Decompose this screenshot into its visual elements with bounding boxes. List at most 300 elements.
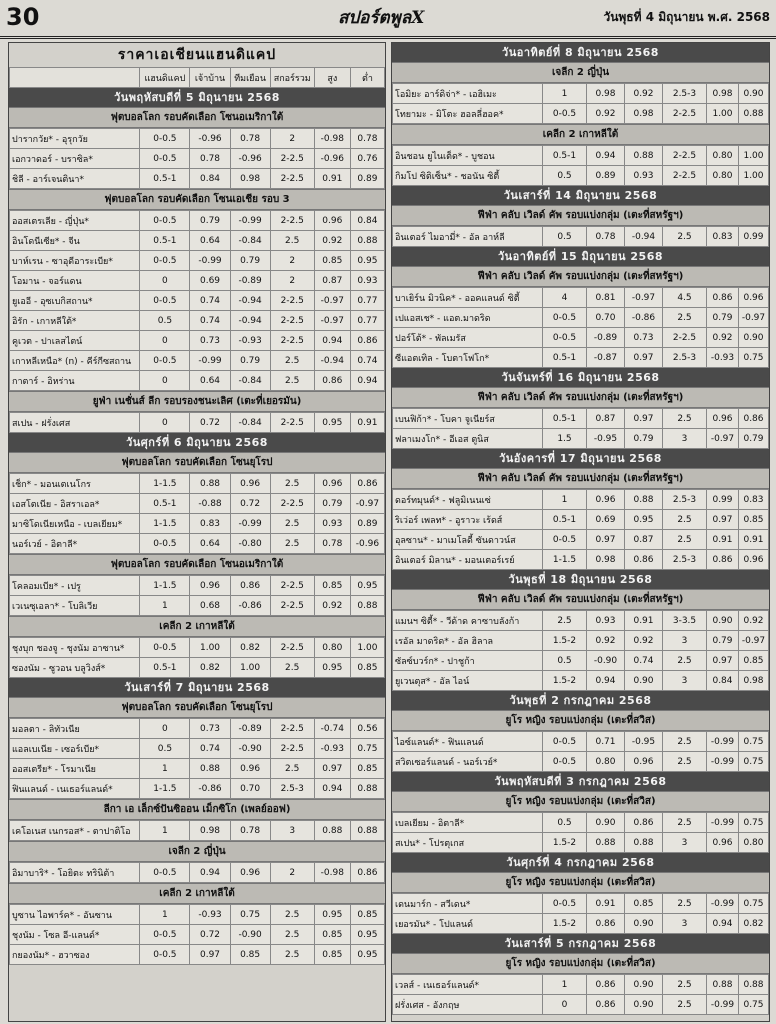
- home-odds: 0.70: [587, 308, 625, 328]
- over-odds: -0.99: [707, 752, 739, 772]
- under-odds: 0.85: [350, 759, 384, 779]
- home-column-header: เจ้าบ้าน: [190, 68, 230, 88]
- match-name: คูเวต - ปาเลสไตน์: [10, 331, 140, 351]
- total-line: 2.5: [270, 534, 314, 554]
- total-line: 2.5: [663, 409, 707, 429]
- handicap-value: 0-0.5: [543, 894, 587, 914]
- under-odds: 0.91: [739, 530, 769, 550]
- table-row: [393, 490, 769, 510]
- under-odds: 0.75: [350, 739, 384, 759]
- handicap-value: 0.5-1: [543, 409, 587, 429]
- odds-table: [9, 575, 385, 616]
- table-row: [10, 129, 385, 149]
- match-name: ฟลาเมงโก* - อีเอส ตูนิส: [393, 429, 543, 449]
- over-odds: -0.98: [314, 863, 350, 883]
- over-odds: -0.97: [707, 429, 739, 449]
- away-odds: 0.91: [625, 611, 663, 631]
- over-odds: 0.88: [314, 821, 350, 841]
- total-line: 4.5: [663, 288, 707, 308]
- over-odds: 0.84: [707, 671, 739, 691]
- match-name: อินเตอร์ มิลาน* - มอนเตอร์เรย์: [393, 550, 543, 570]
- home-odds: 0.92: [587, 104, 625, 124]
- odds-table: [9, 637, 385, 678]
- match-name: ยูเออี - อุซเบกิสถาน*: [10, 291, 140, 311]
- total-line: 2: [270, 271, 314, 291]
- home-odds: 0.74: [190, 311, 230, 331]
- home-odds: -0.95: [587, 429, 625, 449]
- table-row: [10, 719, 385, 739]
- match-name: เวลส์ - เนเธอร์แลนด์*: [393, 975, 543, 995]
- match-name: ริเว่อร์ เพลท* - อูราวะ เร้ดส์: [393, 510, 543, 530]
- away-odds: 0.87: [625, 530, 663, 550]
- competition-heading: ยูโร หญิง รอบแบ่งกลุ่ม (เตะที่สวิส): [392, 953, 769, 974]
- away-odds: -0.90: [230, 739, 270, 759]
- away-odds: 0.98: [625, 104, 663, 124]
- handicap-value: 0-0.5: [543, 732, 587, 752]
- handicap-value: 0.5-1: [140, 658, 190, 678]
- date-heading: วันเสาร์ที่ 5 กรกฎาคม 2568: [392, 934, 769, 953]
- away-odds: -0.84: [230, 371, 270, 391]
- match-name: บาห์เรน - ซาอุดีอาระเบีย*: [10, 251, 140, 271]
- under-odds: 0.86: [739, 409, 769, 429]
- page-title: ราคาเอเชียนแฮนดิแคป: [117, 47, 277, 63]
- over-odds: 0.86: [314, 371, 350, 391]
- handicap-value: 4: [543, 288, 587, 308]
- handicap-value: 1.5-2: [543, 914, 587, 934]
- home-odds: 0.91: [587, 894, 625, 914]
- away-odds: 0.72: [230, 494, 270, 514]
- odds-table: [392, 226, 769, 247]
- under-odds: 0.95: [350, 925, 384, 945]
- under-column-header: ต่ำ: [350, 68, 384, 88]
- total-line: 2: [270, 863, 314, 883]
- away-odds: 0.78: [230, 821, 270, 841]
- table-row: [393, 348, 769, 368]
- away-odds: 0.90: [625, 914, 663, 934]
- table-row: [393, 631, 769, 651]
- handicap-value: 1-1.5: [140, 514, 190, 534]
- date-heading: วันอาทิตย์ที่ 8 มิถุนายน 2568: [392, 43, 769, 62]
- home-odds: 0.82: [190, 658, 230, 678]
- over-odds: 0.90: [707, 611, 739, 631]
- match-name: เปแอสเช* - แอต.มาดริด: [393, 308, 543, 328]
- page-number: 30: [6, 3, 40, 31]
- home-odds: -0.96: [190, 129, 230, 149]
- home-odds: 1.00: [190, 638, 230, 658]
- match-name: ฟินแลนด์ - เนเธอร์แลนด์*: [10, 779, 140, 799]
- away-odds: 0.90: [625, 975, 663, 995]
- competition-heading: ฟีฟ่า คลับ เวิลด์ คัพ รอบแบ่งกลุ่ม (เตะที่สหรัฐฯ): [392, 266, 769, 287]
- odds-table: [9, 210, 385, 391]
- under-odds: 0.75: [739, 995, 769, 1015]
- match-name: ดอร์ทมุนด์* - ฟลูมิเนนเซ่: [393, 490, 543, 510]
- total-line: 2.5-3: [270, 779, 314, 799]
- match-name: อินชอน ยูไนเต็ด* - บูชอน: [393, 146, 543, 166]
- table-row: [10, 351, 385, 371]
- away-odds: 0.79: [230, 251, 270, 271]
- away-odds: 0.90: [625, 995, 663, 1015]
- away-odds: 0.96: [625, 752, 663, 772]
- table-row: [393, 328, 769, 348]
- issue-date: วันพุธที่ 4 มิถุนายน พ.ศ. 2568: [603, 10, 770, 24]
- table-row: [393, 671, 769, 691]
- under-odds: 0.75: [739, 894, 769, 914]
- table-row: [10, 779, 385, 799]
- total-line: 2: [270, 251, 314, 271]
- match-name: โอมาน - จอร์แดน: [10, 271, 140, 291]
- away-odds: -0.93: [230, 331, 270, 351]
- home-odds: 0.69: [587, 510, 625, 530]
- over-odds: 0.98: [707, 84, 739, 104]
- table-row: [393, 651, 769, 671]
- match-name: ซัลซ์บวร์ก* - ปาชูก้า: [393, 651, 543, 671]
- total-line: 2.5: [270, 514, 314, 534]
- under-odds: -0.97: [739, 631, 769, 651]
- competition-heading: ฟีฟ่า คลับ เวิลด์ คัพ รอบแบ่งกลุ่ม (เตะที่สหรัฐฯ): [392, 468, 769, 489]
- match-name: โทยามะ - มิโตะ ฮอลลี่ฮอค*: [393, 104, 543, 124]
- match-name: ฝรั่งเศส - อังกฤษ: [393, 995, 543, 1015]
- match-name: บาเยิร์น มิวนิค* - ออคแลนด์ ซิตี้: [393, 288, 543, 308]
- home-odds: 0.74: [190, 291, 230, 311]
- under-odds: 0.88: [739, 104, 769, 124]
- handicap-value: 0.5: [543, 227, 587, 247]
- handicap-value: 0.5-1: [543, 510, 587, 530]
- date-heading: วันจันทร์ที่ 16 มิถุนายน 2568: [392, 368, 769, 387]
- odds-table: [392, 287, 769, 368]
- under-odds: 0.95: [350, 251, 384, 271]
- home-odds: -0.88: [190, 494, 230, 514]
- date-heading: วันพุธที่ 2 กรกฎาคม 2568: [392, 691, 769, 710]
- home-odds: 0.96: [587, 490, 625, 510]
- handicap-value: 0.5: [140, 311, 190, 331]
- handicap-value: 0: [140, 271, 190, 291]
- match-name: สวิตเซอร์แลนด์ - นอร์เวย์*: [393, 752, 543, 772]
- competition-heading: เจลีก 2 ญี่ปุ่น: [392, 62, 769, 83]
- match-name: เกาหลีเหนือ* (n) - คีร์กีซสถาน: [10, 351, 140, 371]
- table-row: [393, 288, 769, 308]
- table-row: [393, 611, 769, 631]
- match-name: มาซิโดเนียเหนือ - เบลเยียม*: [10, 514, 140, 534]
- over-odds: 0.79: [314, 494, 350, 514]
- handicap-value: 0-0.5: [140, 863, 190, 883]
- home-odds: 0.87: [587, 409, 625, 429]
- home-odds: -0.93: [190, 905, 230, 925]
- total-line: 2.5-3: [663, 348, 707, 368]
- match-name: โอมิยะ อาร์ดิจ่า* - เอฮิเมะ: [393, 84, 543, 104]
- handicap-value: 1.5-2: [543, 671, 587, 691]
- home-odds: 0.94: [587, 671, 625, 691]
- match-name: เวเนซุเอลา* - โบลิเวีย: [10, 596, 140, 616]
- under-odds: 0.94: [350, 371, 384, 391]
- home-odds: 0.94: [587, 146, 625, 166]
- match-name: ปอร์โต้* - พัลเมรัส: [393, 328, 543, 348]
- match-name: ออสเตรีย* - โรมาเนีย: [10, 759, 140, 779]
- match-name: เอสโตเนีย - อิสราเอล*: [10, 494, 140, 514]
- match-name: กาตาร์ - อิหร่าน: [10, 371, 140, 391]
- away-odds: 0.93: [625, 166, 663, 186]
- match-name: อินโดนีเซีย* - จีน: [10, 231, 140, 251]
- total-line: 2-2.5: [270, 331, 314, 351]
- away-odds: 0.82: [230, 638, 270, 658]
- match-name: เรอัล มาดริด* - อัล ฮิลาล: [393, 631, 543, 651]
- total-line: 2.5: [270, 371, 314, 391]
- over-odds: 1.00: [707, 104, 739, 124]
- away-odds: -0.96: [230, 149, 270, 169]
- home-odds: -0.87: [587, 348, 625, 368]
- handicap-value: 1-1.5: [140, 779, 190, 799]
- table-row: [10, 251, 385, 271]
- total-line: 3: [663, 631, 707, 651]
- over-odds: 0.85: [314, 576, 350, 596]
- over-odds: 0.85: [314, 925, 350, 945]
- date-heading: วันอาทิตย์ที่ 15 มิถุนายน 2568: [392, 247, 769, 266]
- match-name: อินเตอร์ ไมอามี่* - อัล อาห์ลี: [393, 227, 543, 247]
- odds-table: [392, 610, 769, 691]
- table-row: [10, 905, 385, 925]
- under-odds: 0.89: [350, 169, 384, 189]
- match-name: อิรัก - เกาหลีใต้*: [10, 311, 140, 331]
- table-row: [10, 739, 385, 759]
- match-name: เบลเยียม - อิตาลี*: [393, 813, 543, 833]
- competition-heading: ยูโร หญิง รอบแบ่งกลุ่ม (เตะที่สวิส): [392, 710, 769, 731]
- date-heading: วันอังคารที่ 17 มิถุนายน 2568: [392, 449, 769, 468]
- handicap-value: 0-0.5: [543, 308, 587, 328]
- handicap-value: 0-0.5: [140, 638, 190, 658]
- over-odds: -0.93: [314, 739, 350, 759]
- total-line: 2-2.5: [270, 211, 314, 231]
- match-name: อิมาบาริ* - โอยิตะ ทรินิต้า: [10, 863, 140, 883]
- away-odds: 0.74: [625, 651, 663, 671]
- total-line: 2-2.5: [270, 413, 314, 433]
- home-odds: 0.92: [587, 631, 625, 651]
- away-odds: 0.86: [625, 550, 663, 570]
- under-odds: 0.95: [350, 576, 384, 596]
- match-name: แอลเบเนีย - เซอร์เบีย*: [10, 739, 140, 759]
- home-odds: 0.88: [190, 759, 230, 779]
- total-line: 2-2.5: [663, 146, 707, 166]
- table-row: [10, 231, 385, 251]
- total-line: 2-2.5: [663, 166, 707, 186]
- handicap-value: 1.5-2: [543, 833, 587, 853]
- total-line: 2-2.5: [270, 169, 314, 189]
- odds-table: [9, 862, 385, 883]
- under-odds: 1.00: [739, 146, 769, 166]
- match-name: เยอรมัน* - โปแลนด์: [393, 914, 543, 934]
- table-row: [393, 104, 769, 124]
- home-odds: 0.94: [190, 863, 230, 883]
- match-name: โคลอมเบีย* - เปรู: [10, 576, 140, 596]
- over-odds: 0.83: [707, 227, 739, 247]
- under-odds: 0.89: [350, 514, 384, 534]
- away-odds: 0.90: [625, 671, 663, 691]
- date-heading: วันศุกร์ที่ 4 กรกฎาคม 2568: [392, 853, 769, 872]
- total-line: 2.5: [270, 474, 314, 494]
- under-odds: 0.76: [350, 149, 384, 169]
- under-odds: -0.97: [350, 494, 384, 514]
- away-odds: -0.80: [230, 534, 270, 554]
- handicap-value: 0-0.5: [543, 530, 587, 550]
- table-row: [393, 975, 769, 995]
- home-odds: 0.78: [587, 227, 625, 247]
- handicap-column-header: แฮนดิแคป: [140, 68, 190, 88]
- competition-heading: ฟุตบอลโลก รอบคัดเลือก โซนอเมริกาใต้: [9, 107, 385, 128]
- home-odds: -0.99: [190, 351, 230, 371]
- match-name: เอกวาดอร์ - บราซิล*: [10, 149, 140, 169]
- under-odds: 0.79: [739, 429, 769, 449]
- total-line: 2.5: [270, 351, 314, 371]
- handicap-value: 0: [140, 331, 190, 351]
- total-line: 2.5: [663, 530, 707, 550]
- competition-heading: ยูฟ่า เนชั่นส์ ลีก รอบรองชนะเลิศ (เตะที่เยอรมัน): [9, 391, 385, 412]
- over-odds: 0.91: [314, 169, 350, 189]
- over-odds: 0.80: [707, 166, 739, 186]
- handicap-value: 1: [140, 759, 190, 779]
- away-odds: 0.78: [230, 129, 270, 149]
- total-line: 2.5: [270, 945, 314, 965]
- handicap-value: 0-0.5: [140, 534, 190, 554]
- total-line: 2-2.5: [663, 328, 707, 348]
- home-odds: 0.88: [587, 833, 625, 853]
- over-odds: 0.94: [314, 331, 350, 351]
- home-odds: 0.68: [190, 596, 230, 616]
- over-odds: 0.85: [314, 251, 350, 271]
- away-odds: 0.88: [625, 146, 663, 166]
- over-odds: 0.88: [707, 975, 739, 995]
- over-odds: -0.98: [314, 129, 350, 149]
- odds-table: [9, 473, 385, 554]
- over-odds: -0.99: [707, 813, 739, 833]
- match-name: ชิลี - อาร์เจนตินา*: [10, 169, 140, 189]
- under-odds: 0.56: [350, 719, 384, 739]
- table-row: [10, 211, 385, 231]
- table-row: [393, 995, 769, 1015]
- away-odds: 0.97: [625, 409, 663, 429]
- handicap-value: 0-0.5: [140, 211, 190, 231]
- over-odds: 0.96: [707, 833, 739, 853]
- away-odds: -0.97: [625, 288, 663, 308]
- odds-table: [392, 145, 769, 186]
- over-odds: -0.97: [314, 291, 350, 311]
- table-row: [393, 510, 769, 530]
- under-odds: 0.86: [350, 863, 384, 883]
- handicap-value: 1: [543, 490, 587, 510]
- away-odds: 1.00: [230, 658, 270, 678]
- total-line: 2.5: [663, 813, 707, 833]
- under-odds: 0.88: [350, 231, 384, 251]
- total-line: 3: [270, 821, 314, 841]
- total-line: 2.5: [270, 231, 314, 251]
- total-line: 2-2.5: [270, 719, 314, 739]
- handicap-value: 0.5: [543, 813, 587, 833]
- home-odds: 0.98: [587, 84, 625, 104]
- table-row: [10, 413, 385, 433]
- away-odds: -0.94: [230, 311, 270, 331]
- over-odds: 0.95: [314, 658, 350, 678]
- over-odds: 0.96: [314, 474, 350, 494]
- handicap-value: 0: [140, 413, 190, 433]
- home-odds: 0.72: [190, 413, 230, 433]
- under-odds: 0.88: [739, 975, 769, 995]
- home-odds: 0.98: [190, 821, 230, 841]
- match-name: มอลตา - ลิทัวเนีย: [10, 719, 140, 739]
- home-odds: -0.90: [587, 651, 625, 671]
- table-row: [10, 658, 385, 678]
- match-name: เคโอเนส เนกรอส* - ตาปาติโอ: [10, 821, 140, 841]
- table-row: [393, 409, 769, 429]
- over-odds: -0.93: [707, 348, 739, 368]
- date-heading: วันพฤหัสบดีที่ 5 มิถุนายน 2568: [9, 88, 385, 107]
- match-name: กิมโป ซิติเซ็น* - ชอนัน ซิตี้: [393, 166, 543, 186]
- handicap-value: 0-0.5: [140, 925, 190, 945]
- match-column-header: [10, 68, 140, 88]
- away-odds: 0.92: [625, 84, 663, 104]
- under-odds: 0.96: [739, 550, 769, 570]
- away-odds: 0.96: [230, 474, 270, 494]
- handicap-value: 1-1.5: [140, 474, 190, 494]
- total-line: 2-2.5: [270, 291, 314, 311]
- total-line: 2.5: [663, 995, 707, 1015]
- competition-heading: ยูโร หญิง รอบแบ่งกลุ่ม (เตะที่สวิส): [392, 791, 769, 812]
- handicap-value: 0.5: [140, 739, 190, 759]
- table-row: [10, 371, 385, 391]
- handicap-value: 1-1.5: [140, 576, 190, 596]
- over-odds: 0.97: [707, 510, 739, 530]
- over-odds: -0.99: [707, 894, 739, 914]
- away-odds: 0.88: [625, 833, 663, 853]
- handicap-value: 0.5-1: [140, 169, 190, 189]
- table-row: [393, 166, 769, 186]
- total-line: 2.5-3: [663, 490, 707, 510]
- over-odds: -0.96: [314, 149, 350, 169]
- handicap-value: 0-0.5: [543, 752, 587, 772]
- under-odds: 0.83: [739, 490, 769, 510]
- handicap-value: 1: [140, 596, 190, 616]
- away-odds: 0.88: [625, 490, 663, 510]
- table-row: [393, 813, 769, 833]
- total-line: 2.5: [663, 732, 707, 752]
- under-odds: 0.85: [739, 510, 769, 530]
- handicap-value: 0-0.5: [140, 251, 190, 271]
- match-name: ออสเตรเลีย - ญี่ปุ่น*: [10, 211, 140, 231]
- away-odds: 0.85: [230, 945, 270, 965]
- under-odds: 0.92: [739, 611, 769, 631]
- under-odds: 0.77: [350, 311, 384, 331]
- total-line: 2-2.5: [270, 149, 314, 169]
- competition-heading: เคลีก 2 เกาหลีใต้: [392, 124, 769, 145]
- odds-table: [9, 718, 385, 799]
- table-row: [393, 530, 769, 550]
- away-odds: -0.99: [230, 211, 270, 231]
- table-row: [393, 550, 769, 570]
- home-odds: 0.78: [190, 149, 230, 169]
- under-odds: 0.75: [739, 732, 769, 752]
- handicap-value: 0.5-1: [543, 146, 587, 166]
- odds-table: [9, 128, 385, 189]
- away-odds: 0.98: [230, 169, 270, 189]
- under-odds: 0.99: [739, 227, 769, 247]
- away-odds: -0.94: [230, 291, 270, 311]
- table-row: [393, 752, 769, 772]
- away-odds: 0.95: [625, 510, 663, 530]
- away-odds: -0.90: [230, 925, 270, 945]
- over-odds: -0.99: [707, 732, 739, 752]
- odds-table: [392, 408, 769, 449]
- table-row: [10, 149, 385, 169]
- match-name: ไอซ์แลนด์* - ฟินแลนด์: [393, 732, 543, 752]
- away-odds: 0.86: [230, 576, 270, 596]
- under-odds: -0.97: [739, 308, 769, 328]
- table-row: [393, 833, 769, 853]
